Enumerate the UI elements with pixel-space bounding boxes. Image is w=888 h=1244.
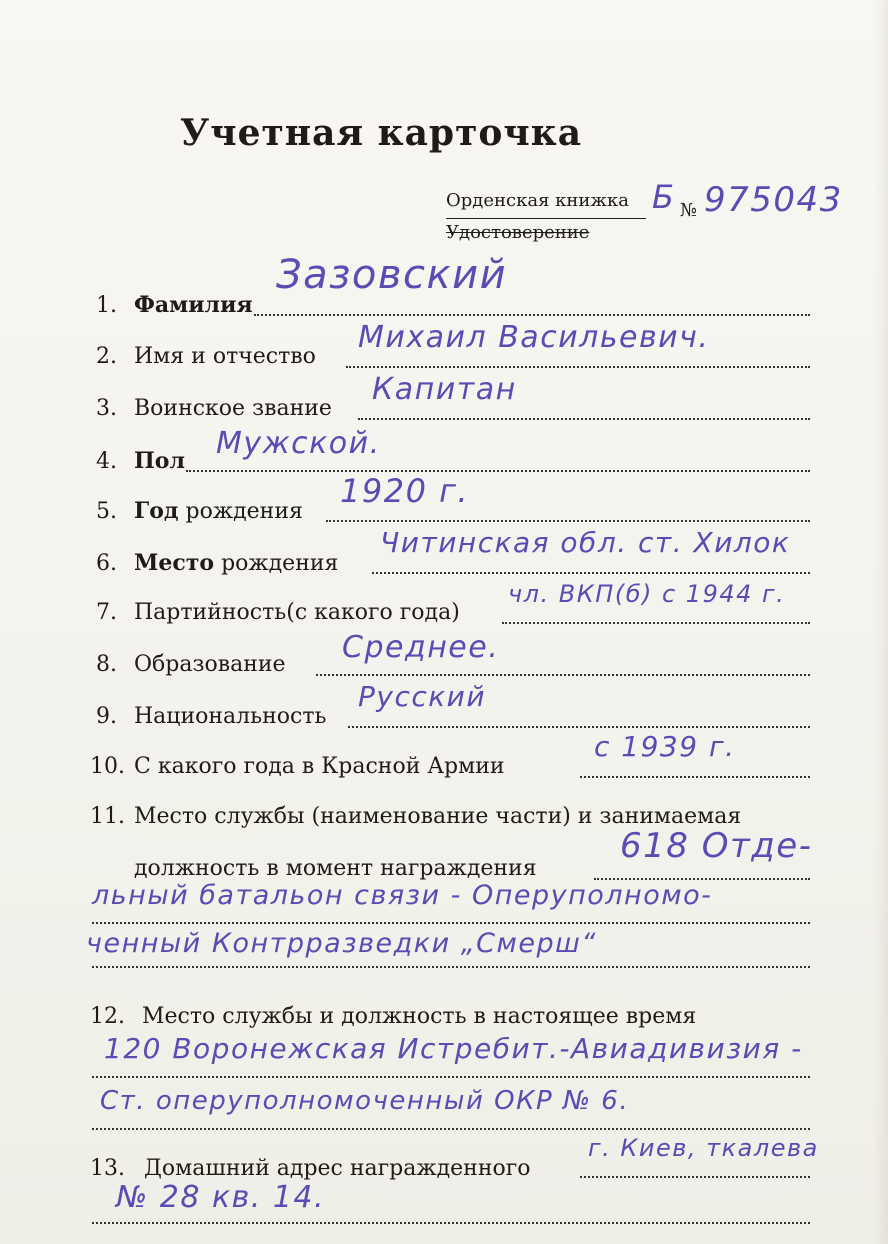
field-label: Имя и отчество [134,344,316,369]
field-number: 9. [96,704,117,729]
field-value: чл. ВКП(б) с 1944 г. [508,580,786,608]
field-number: 5. [96,499,117,524]
field-line [254,314,810,316]
field-nationality [96,704,326,729]
field-label: Национальность [134,704,327,729]
field-value: № 28 кв. 14. [116,1180,326,1215]
field-number: 7. [96,600,117,625]
field-line [580,1176,810,1178]
field-line [92,1076,810,1078]
order-number-value: 975043 [704,180,843,220]
field-value: Михаил Васильевич. [358,320,710,355]
field-line [580,776,810,778]
series-value: Б [652,178,676,216]
field-value: г. Киев, ткалева [588,1134,819,1162]
field-label: Место службы (наименование части) и занимаемая [134,804,742,829]
field-service-at-award-line2 [134,856,537,881]
field-number: 13. [90,1156,125,1181]
field-number: 1. [96,293,117,318]
field-birth-year [96,498,303,524]
field-label-a: Год [134,498,179,524]
field-line [186,470,810,472]
field-value: Русский [358,680,487,713]
field-label-b: рождения [221,551,339,576]
field-party [96,600,460,625]
field-army-since [90,754,505,779]
field-number: 3. [96,396,117,421]
order-book-label [446,190,629,211]
field-number: 6. [96,551,117,576]
field-current-service [90,1004,696,1029]
field-label: Партийность(с какого года) [134,600,460,625]
order-book-text: Орденская книжка [446,190,629,211]
field-surname [96,292,253,318]
field-value: Зазовский [276,252,508,298]
field-label: Домашний адрес награжденного [144,1156,531,1181]
field-number: 11. [90,804,125,829]
field-line [348,726,810,728]
field-value: Среднее. [342,630,500,665]
field-label: Пол [134,448,185,474]
field-number: 12. [90,1004,125,1029]
field-value: ченный Контрразведки „Смерш“ [86,928,597,959]
field-line [326,520,810,522]
field-label-b: рождения [185,499,303,524]
field-name-patronymic [96,344,316,369]
field-home-address [90,1156,531,1181]
field-line [372,572,810,574]
field-value: Мужской. [216,426,381,461]
field-value: Читинская обл. ст. Хилок [380,526,791,559]
paper-edge-shadow [874,0,888,1244]
field-number: 10. [90,754,125,779]
field-value: 618 Отде- [620,826,813,866]
field-value: 120 Воронежская Истребит.-Авиадивизия - [104,1032,803,1065]
field-birthplace [96,550,338,576]
field-label: Воинское звание [134,396,332,421]
field-line [92,966,810,968]
field-number: 4. [96,449,117,474]
order-book-underline [446,218,646,219]
field-line [92,1222,810,1224]
field-value: 1920 г. [340,472,470,510]
field-value: Ст. оперуполномоченный ОКР № 6. [100,1086,630,1116]
field-line [358,418,810,420]
field-line [92,922,810,924]
field-line [92,1128,810,1130]
field-education [96,652,286,677]
field-line [316,674,810,676]
field-label: С какого года в Красной Армии [134,754,505,779]
field-number: 2. [96,344,117,369]
field-sex [96,448,185,474]
number-sign: № [680,200,698,221]
field-label: Место службы и должность в настоящее время [142,1004,697,1029]
field-value: с 1939 г. [594,730,736,763]
field-line [502,622,810,624]
field-label: должность в момент награждения [134,856,537,881]
field-label: Фамилия [134,292,253,318]
field-label-a: Место [134,550,215,576]
field-label: Образование [134,652,286,677]
certificate-label: Удостоверение [446,222,590,243]
card-title: Учетная карточка [180,112,583,154]
field-value: Капитан [372,372,517,407]
field-rank [96,396,332,421]
field-line [346,366,810,368]
field-value: льный батальон связи - Оперуполномо- [92,880,713,911]
field-number: 8. [96,652,117,677]
